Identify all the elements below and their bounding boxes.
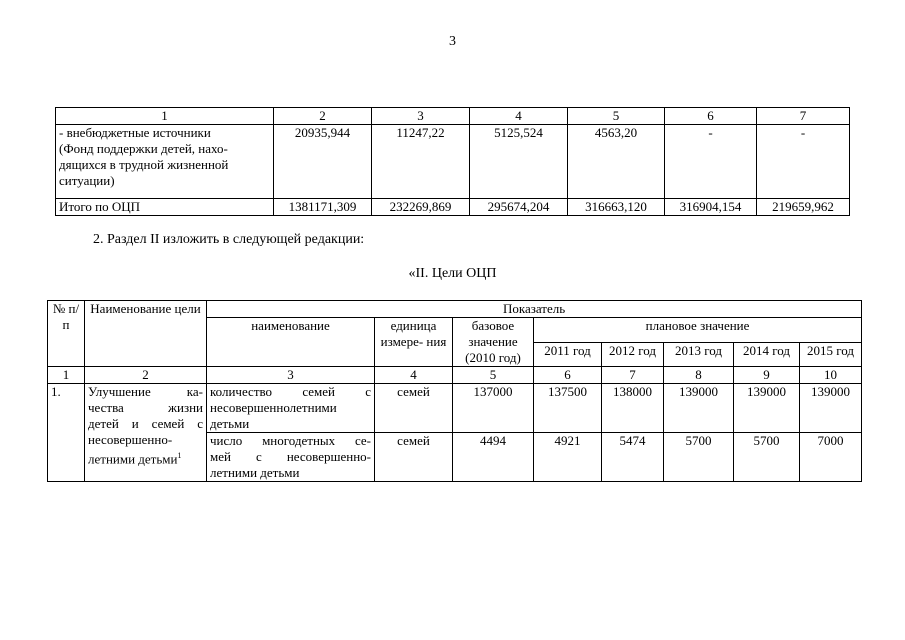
column-number: 5 [453,367,534,384]
indicator-plan: 4921 [534,433,602,482]
footnote-mark: 1 [177,451,182,460]
budget-table-header-row [56,108,850,125]
indicator-name-line: детьми [210,416,250,431]
budget-header-cell: 5 [568,108,665,125]
indicator-unit: семей [375,433,453,482]
row-label: Итого по ОЦП [56,199,274,216]
goal-name-line: детей и семей с [88,416,203,431]
table-row [48,384,862,433]
table-row [56,125,850,199]
header-planned: плановое значение [534,318,862,343]
header-year: 2015 год [800,342,862,367]
budget-table [55,107,850,216]
value-cell: 295674,204 [470,199,568,216]
column-number: 10 [800,367,862,384]
indicator-base: 137000 [453,384,534,433]
header-num: № п/п [48,301,85,367]
indicator-plan: 139000 [664,384,734,433]
budget-header-cell: 2 [274,108,372,125]
indicator-name-line: летними детьми [210,465,300,480]
page-number: 3 [449,34,456,49]
indicator-plan: 7000 [800,433,862,482]
value-cell: 4563,20 [568,125,665,199]
value-cell: 5125,524 [470,125,568,199]
budget-header-cell: 4 [470,108,568,125]
value-cell: 11247,22 [372,125,470,199]
column-number: 8 [664,367,734,384]
column-number: 9 [734,367,800,384]
section-title: «II. Цели ОЦП [408,266,497,281]
value-cell: 1381171,309 [274,199,372,216]
budget-header-cell: 3 [372,108,470,125]
paragraph-text: 2. Раздел II изложить в следующей редакции: [93,232,365,247]
indicator-base: 4494 [453,433,534,482]
value-cell: 20935,944 [274,125,372,199]
value-cell: 232269,869 [372,199,470,216]
indicator-plan: 5700 [664,433,734,482]
budget-header-cell: 1 [56,108,274,125]
header-base: базовое значение (2010 год) [453,318,534,367]
row-label-line: дящихся в трудной жизненной [59,157,229,172]
column-number: 4 [375,367,453,384]
row-label-line: ситуации) [59,173,115,188]
value-cell: 316904,154 [665,199,757,216]
column-number: 2 [85,367,207,384]
header-name: наименование [207,318,375,367]
value-cell: 219659,962 [757,199,850,216]
value-cell: - [665,125,757,199]
goal-name-line: Улучшение ка- [88,384,203,399]
column-number: 7 [602,367,664,384]
indicator-plan: 138000 [602,384,664,433]
goal-name-line [88,448,203,467]
header-goal: Наименование цели [85,301,207,367]
value-cell: - [757,125,850,199]
row-label-line: (Фонд поддержки детей, нахо- [59,141,228,156]
column-number: 3 [207,367,375,384]
column-number: 6 [534,367,602,384]
row-number: 1. [48,384,85,482]
indicator-name [207,384,375,433]
goals-table [47,300,862,482]
budget-header-cell: 6 [665,108,757,125]
header-year: 2012 год [602,342,664,367]
row-label [56,125,274,199]
indicator-name-line: несовершеннолетними [210,400,337,415]
goals-header-row [48,301,862,318]
indicator-plan: 5474 [602,433,664,482]
indicator-unit: семей [375,384,453,433]
value-cell: 316663,120 [568,199,665,216]
indicator-name-line: количество семей с [210,384,371,399]
indicator-plan: 139000 [800,384,862,433]
column-number: 1 [48,367,85,384]
budget-header-cell: 7 [757,108,850,125]
goal-name-line: чества жизни [88,400,203,415]
indicator-plan: 137500 [534,384,602,433]
row-label-line: - внебюджетные источники [59,125,211,140]
indicator-name-line: мей с несовершенно- [210,449,371,464]
goal-name-line-text: летними детьми [88,451,178,467]
header-indicator: Показатель [207,301,862,318]
header-unit: единица измере- ния [375,318,453,367]
table-row-total [56,199,850,216]
goal-name [85,384,207,482]
header-year: 2011 год [534,342,602,367]
goal-name-line: несовершенно- [88,432,173,447]
header-year: 2014 год [734,342,800,367]
indicator-plan: 139000 [734,384,800,433]
header-year: 2013 год [664,342,734,367]
indicator-name-line: число многодетных се- [210,433,371,448]
column-number-row [48,367,862,384]
indicator-plan: 5700 [734,433,800,482]
indicator-name [207,433,375,482]
